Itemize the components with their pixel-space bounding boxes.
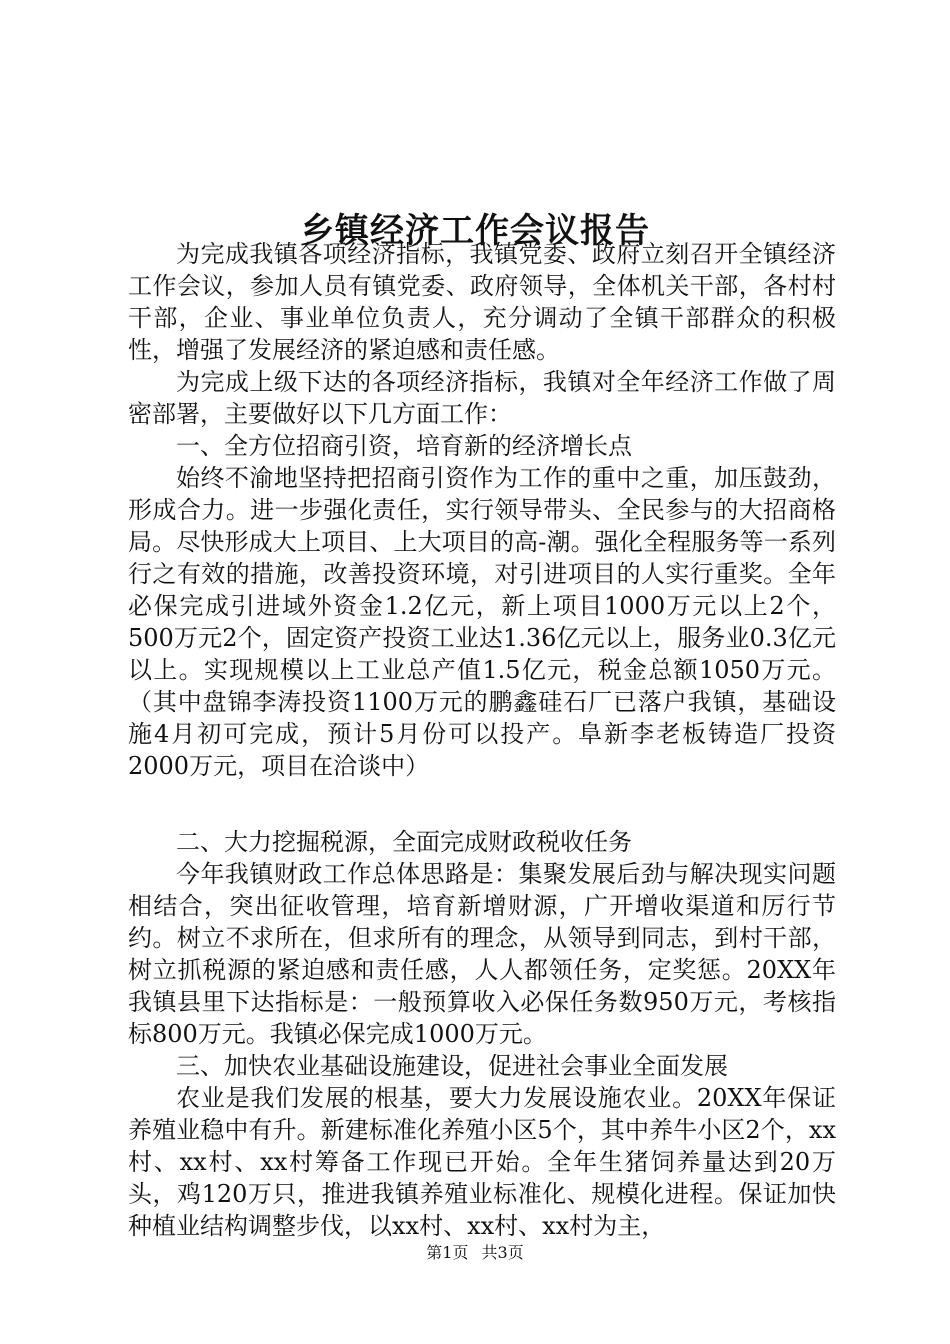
page-footer bbox=[0, 1242, 950, 1264]
paragraph-overview: 为完成上级下达的各项经济指标，我镇对全年经济工作做了周密部署，主要做好以下几方面工作： bbox=[128, 368, 836, 428]
blank-line bbox=[128, 782, 836, 826]
document-body bbox=[128, 238, 836, 1242]
page-number: 第1页 bbox=[426, 1243, 469, 1262]
page-title: 乡镇经济工作会议报告 bbox=[300, 210, 650, 251]
section-heading-2: 二、大力挖掘税源，全面完成财政税收任务 bbox=[176, 828, 632, 856]
paragraph-section-2: 今年我镇财政工作总体思路是：集聚发展后劲与解决现实问题相结合，突出征收管理，培育新增财源，广开增收渠道和厉行节约。树立不求所在，但求所有的理念，从领导到同志，到村干部，树立抓税源的紧迫感和责任感，人人都领任务，定奖惩。20XX年我镇县里下达指标是：一般预算收入必保任务数950万元，考核指标800万元。我镇必保完成1000万元。 bbox=[128, 860, 836, 1048]
page-total: 共3页 bbox=[481, 1243, 524, 1262]
paragraph-section-3: 农业是我们发展的根基，要大力发展设施农业。20XX年保证养殖业稳中有升。新建标准化养殖小区5个，其中养牛小区2个，xx村、xx村、xx村筹备工作现已开始。全年生猪饲养量达到20万头，鸡120万只，推进我镇养殖业标准化、规模化进程。保证加快种植业结构调整步伐，以xx村、xx村、xx村为主， bbox=[128, 1084, 836, 1240]
section-heading-3: 三、加快农业基础设施建设，促进社会事业全面发展 bbox=[176, 1052, 728, 1080]
paragraph-intro: 为完成我镇各项经济指标，我镇党委、政府立刻召开全镇经济工作会议，参加人员有镇党委、政府领导，全体机关干部，各村村干部，企业、事业单位负责人，充分调动了全镇干部群众的积极性，增强了发展经济的紧迫感和责任感。 bbox=[128, 240, 836, 364]
paragraph-section-1: 始终不渝地坚持把招商引资作为工作的重中之重，加压鼓劲，形成合力。进一步强化责任，实行领导带头、全民参与的大招商格局。尽快形成大上项目、上大项目的高-潮。强化全程服务等一系列行之有效的措施，改善投资环境，对引进项目的人实行重奖。全年必保完成引进域外资金1.2亿元，新上项目1000万元以上2个，500万元2个，固定资产投资工业达1.36亿元以上，服务业0.3亿元以上。实现规模以上工业总产值1.5亿元，税金总额1050万元。（其中盘锦李涛投资1100万元的鹏鑫硅石厂已落户我镇，基础设施4月初可完成，预计5月份可以投产。阜新李老板铸造厂投资2000万元，项目在洽谈中） bbox=[128, 464, 836, 780]
section-heading-1: 一、全方位招商引资，培育新的经济增长点 bbox=[176, 432, 632, 460]
